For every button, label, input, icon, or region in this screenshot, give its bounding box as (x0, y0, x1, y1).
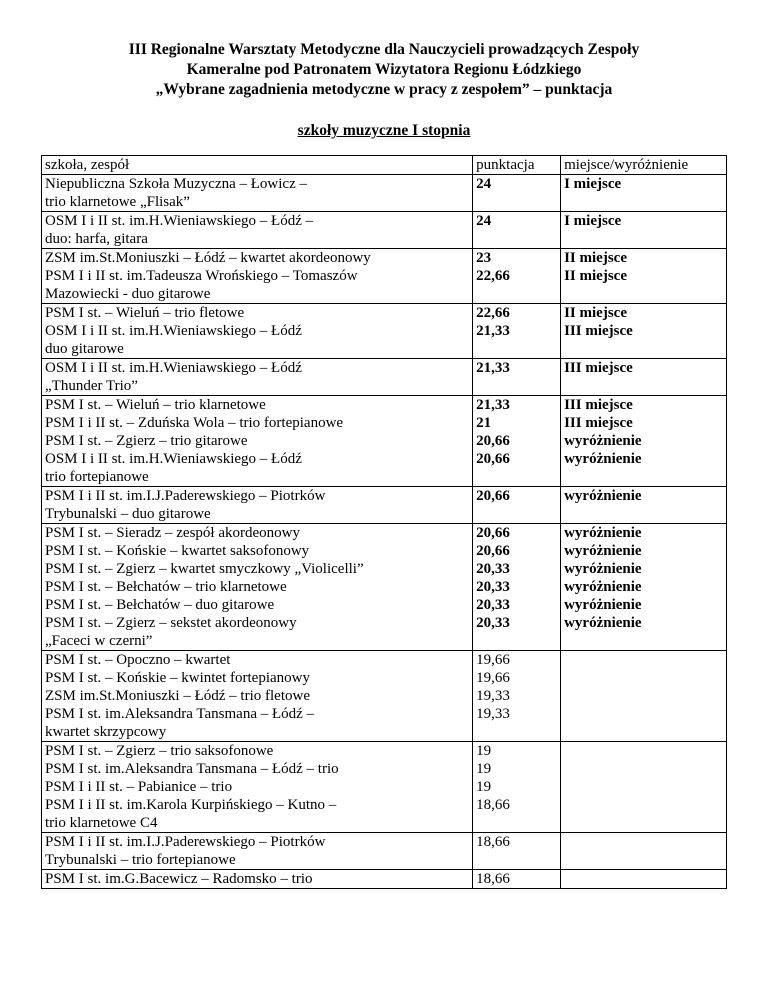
score-cell-line: 20,66 (476, 543, 510, 559)
school-cell (42, 833, 473, 870)
score-cell-line: 21 (476, 415, 492, 431)
school-cell-line: OSM I i II st. im.H.Wieniawskiego – Łódź – (45, 213, 314, 229)
school-cell-line: PSM I st. – Wieluń – trio fletowe (45, 305, 245, 321)
place-cell-line: wyróżnienie (564, 451, 642, 467)
place-cell (561, 742, 727, 833)
score-cell-line: 18,66 (476, 797, 510, 813)
place-cell (561, 524, 727, 651)
school-cell-line: kwartet skrzypcowy (45, 724, 167, 740)
document-title (0, 40, 768, 100)
school-cell-line: OSM I i II st. im.H.Wieniawskiego – Łódź (45, 360, 302, 376)
score-cell-line: 19,66 (476, 670, 510, 686)
title-line-2: Kameralne pod Patronatem Wizytatora Regionu Łódzkiego (186, 61, 582, 78)
table-header-row (42, 156, 727, 175)
school-cell (42, 359, 473, 396)
place-cell-line: III miejsce (564, 415, 633, 431)
place-cell-line: III miejsce (564, 360, 633, 376)
school-cell-line: PSM I st. – Zgierz – trio saksofonowe (45, 743, 274, 759)
place-cell (561, 833, 727, 870)
header-score: punktacja (473, 156, 561, 175)
school-cell (42, 304, 473, 359)
place-cell-line: II miejsce (564, 268, 627, 284)
school-cell-line: PSM I st. – Bełchatów – duo gitarowe (45, 597, 275, 613)
results-table-body (42, 156, 727, 889)
table-row (42, 651, 727, 742)
title-line-3: „Wybrane zagadnienia metodyczne w pracy z zespołem” – punktacja (155, 81, 613, 98)
school-cell-line: PSM I i II st. im.Karola Kurpińskiego – Kutno – (45, 797, 337, 813)
school-cell-line: trio fortepianowe (45, 469, 149, 485)
table-row (42, 212, 727, 249)
school-cell (42, 870, 473, 889)
score-cell-line: 20,33 (476, 615, 510, 631)
score-cell-line: 20,66 (476, 488, 510, 504)
school-cell-line: PSM I st. – Zgierz – kwartet smyczkowy „Violicelli” (45, 561, 364, 577)
school-cell (42, 742, 473, 833)
place-cell (561, 304, 727, 359)
school-cell (42, 212, 473, 249)
score-cell (473, 359, 561, 396)
place-cell-line: wyróżnienie (564, 543, 642, 559)
score-cell (473, 833, 561, 870)
school-cell-line: ZSM im.St.Moniuszki – Łódź – trio fletowe (45, 688, 310, 704)
school-cell-line: PSM I i II st. – Zduńska Wola – trio fortepianowe (45, 415, 344, 431)
score-cell-line: 23 (476, 250, 492, 266)
title-line-1: III Regionalne Warsztaty Metodyczne dla Nauczycieli prowadzących Zespoły (128, 41, 640, 58)
table-row (42, 175, 727, 212)
score-cell (473, 249, 561, 304)
school-cell-line: Mazowiecki - duo gitarowe (45, 286, 211, 302)
place-cell-line: wyróżnienie (564, 488, 642, 504)
school-cell-line: duo: harfa, gitara (45, 231, 148, 247)
score-cell-line: 24 (476, 213, 492, 229)
score-cell (473, 304, 561, 359)
score-cell-line: 20,33 (476, 579, 510, 595)
score-cell-line: 19,33 (476, 706, 510, 722)
table-row (42, 833, 727, 870)
table-row (42, 359, 727, 396)
score-cell (473, 175, 561, 212)
table-row (42, 487, 727, 524)
school-cell-line: PSM I st. im.Aleksandra Tansmana – Łódź – (45, 706, 315, 722)
score-cell-line: 21,33 (476, 397, 510, 413)
school-cell-line: OSM I i II st. im.H.Wieniawskiego – Łódź (45, 323, 302, 339)
score-cell (473, 742, 561, 833)
score-cell-line: 20,33 (476, 561, 510, 577)
school-cell-line: PSM I i II st. im.Tadeusza Wrońskiego – Tomaszów (45, 268, 358, 284)
place-cell-line: wyróżnienie (564, 597, 642, 613)
school-cell (42, 524, 473, 651)
school-cell (42, 249, 473, 304)
school-cell-line: PSM I st. – Wieluń – trio klarnetowe (45, 397, 266, 413)
score-cell-line: 20,33 (476, 597, 510, 613)
score-cell (473, 524, 561, 651)
table-row (42, 396, 727, 487)
school-cell-line: duo gitarowe (45, 341, 124, 357)
place-cell-line: II miejsce (564, 250, 627, 266)
school-cell-line: PSM I st. – Bełchatów – trio klarnetowe (45, 579, 287, 595)
place-cell (561, 249, 727, 304)
school-cell (42, 487, 473, 524)
place-cell-line: III miejsce (564, 397, 633, 413)
score-cell-line: 18,66 (476, 871, 510, 887)
place-cell (561, 212, 727, 249)
school-cell-line: PSM I st. – Opoczno – kwartet (45, 652, 231, 668)
score-cell-line: 20,66 (476, 433, 510, 449)
score-cell (473, 487, 561, 524)
score-cell-line: 20,66 (476, 525, 510, 541)
place-cell (561, 175, 727, 212)
score-cell (473, 870, 561, 889)
table-row (42, 870, 727, 889)
score-cell-line: 19,33 (476, 688, 510, 704)
place-cell (561, 359, 727, 396)
school-cell-line: PSM I st. – Sieradz – zespół akordeonowy (45, 525, 300, 541)
table-row (42, 742, 727, 833)
place-cell-line: wyróżnienie (564, 579, 642, 595)
place-cell (561, 487, 727, 524)
results-table (41, 155, 727, 889)
score-cell-line: 22,66 (476, 305, 510, 321)
school-cell-line: trio klarnetowe C4 (45, 815, 158, 831)
school-cell-line: PSM I i II st. im.I.J.Paderewskiego – Piotrków (45, 834, 326, 850)
section-subtitle: szkoły muzyczne I stopnia (297, 122, 471, 139)
school-cell-line: Trybunalski – duo gitarowe (45, 506, 211, 522)
place-cell (561, 396, 727, 487)
school-cell-line: OSM I i II st. im.H.Wieniawskiego – Łódź (45, 451, 302, 467)
place-cell-line: wyróżnienie (564, 561, 642, 577)
school-cell-line: PSM I st. – Zgierz – trio gitarowe (45, 433, 248, 449)
score-cell-line: 22,66 (476, 268, 510, 284)
school-cell-line: PSM I st. – Końskie – kwintet fortepianowy (45, 670, 310, 686)
header-school: szkoła, zespół (42, 156, 473, 175)
header-place: miejsce/wyróżnienie (561, 156, 727, 175)
score-cell-line: 19 (476, 779, 492, 795)
school-cell-line: trio klarnetowe „Flisak” (45, 194, 190, 210)
table-row (42, 249, 727, 304)
score-cell-line: 21,33 (476, 323, 510, 339)
score-cell-line: 19 (476, 743, 492, 759)
place-cell-line: wyróżnienie (564, 433, 642, 449)
school-cell (42, 651, 473, 742)
table-row (42, 304, 727, 359)
school-cell-line: PSM I st. im.G.Bacewicz – Radomsko – trio (45, 871, 313, 887)
score-cell-line: 21,33 (476, 360, 510, 376)
place-cell-line: I miejsce (564, 176, 622, 192)
school-cell-line: PSM I i II st. im.I.J.Paderewskiego – Piotrków (45, 488, 326, 504)
score-cell-line: 19,66 (476, 652, 510, 668)
table-row (42, 524, 727, 651)
place-cell-line: II miejsce (564, 305, 627, 321)
place-cell-line: wyróżnienie (564, 525, 642, 541)
school-cell-line: Trybunalski – trio fortepianowe (45, 852, 236, 868)
score-cell-line: 19 (476, 761, 492, 777)
score-cell (473, 396, 561, 487)
school-cell-line: PSM I st. – Zgierz – sekstet akordeonowy (45, 615, 297, 631)
school-cell (42, 396, 473, 487)
score-cell (473, 651, 561, 742)
school-cell-line: PSM I st. – Końskie – kwartet saksofonowy (45, 543, 310, 559)
place-cell (561, 651, 727, 742)
school-cell-line: Niepubliczna Szkoła Muzyczna – Łowicz – (45, 176, 307, 192)
school-cell (42, 175, 473, 212)
place-cell-line: III miejsce (564, 323, 633, 339)
score-cell-line: 20,66 (476, 451, 510, 467)
place-cell (561, 870, 727, 889)
school-cell-line: PSM I i II st. – Pabianice – trio (45, 779, 233, 795)
school-cell-line: PSM I st. im.Aleksandra Tansmana – Łódź – trio (45, 761, 339, 777)
school-cell-line: ZSM im.St.Moniuszki – Łódź – kwartet akordeonowy (45, 250, 371, 266)
score-cell-line: 18,66 (476, 834, 510, 850)
score-cell (473, 212, 561, 249)
place-cell-line: I miejsce (564, 213, 622, 229)
school-cell-line: „Thunder Trio” (45, 378, 138, 394)
score-cell-line: 24 (476, 176, 492, 192)
place-cell-line: wyróżnienie (564, 615, 642, 631)
school-cell-line: „Faceci w czerni” (45, 633, 153, 649)
